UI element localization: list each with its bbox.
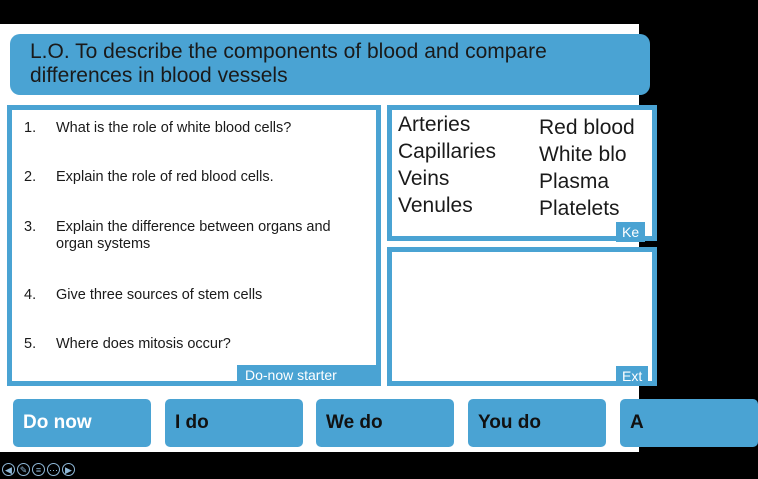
slide-nav-toolbar xyxy=(2,462,75,476)
key-words-panel xyxy=(387,105,657,241)
key-word: Plasma xyxy=(539,170,610,193)
key-word: Veins xyxy=(398,167,450,190)
i-do-button[interactable]: I do xyxy=(165,399,303,447)
question-text: Give three sources of stem cells xyxy=(56,287,263,303)
question-number: 3. xyxy=(24,219,37,235)
key-word: Platelets xyxy=(539,197,620,220)
menu-icon[interactable]: ≡ xyxy=(32,463,45,476)
question-text: Explain the role of red blood cells. xyxy=(56,169,274,185)
extension-tag: Ext xyxy=(616,366,648,386)
question-number: 2. xyxy=(24,169,37,185)
slide xyxy=(0,24,644,475)
question-number: 5. xyxy=(24,336,37,352)
arrow-left-icon[interactable]: ◀ xyxy=(2,463,15,476)
keywords-tag: Ke xyxy=(616,222,645,242)
more-icon[interactable]: ⋯ xyxy=(49,464,58,475)
arrow-right-icon[interactable]: ▶ xyxy=(62,463,75,476)
next-phase-button[interactable]: A xyxy=(620,399,758,447)
key-word: Red blood xyxy=(539,116,635,139)
pen-icon[interactable]: ✎ xyxy=(17,463,30,476)
learning-objective-banner xyxy=(10,34,650,95)
key-word: White blo xyxy=(539,143,627,166)
key-word: Venules xyxy=(398,194,473,217)
question-text: What is the role of white blood cells? xyxy=(56,120,292,136)
question-text: Explain the difference between organs and organ systems xyxy=(56,219,331,252)
do-now-button[interactable]: Do now xyxy=(13,399,151,447)
we-do-button[interactable]: We do xyxy=(316,399,454,447)
question-number: 1. xyxy=(24,120,37,136)
learning-objective-text: L.O. To describe the components of blood and compare differences in blood vessels xyxy=(30,40,547,87)
question-text: Where does mitosis occur? xyxy=(56,336,231,352)
do-now-starter-tag: Do-now starter xyxy=(237,365,380,385)
key-word: Capillaries xyxy=(398,140,497,163)
do-now-starter-panel xyxy=(7,105,381,386)
key-word: Arteries xyxy=(398,113,471,136)
you-do-button[interactable]: You do xyxy=(468,399,606,447)
question-number: 4. xyxy=(24,287,37,303)
